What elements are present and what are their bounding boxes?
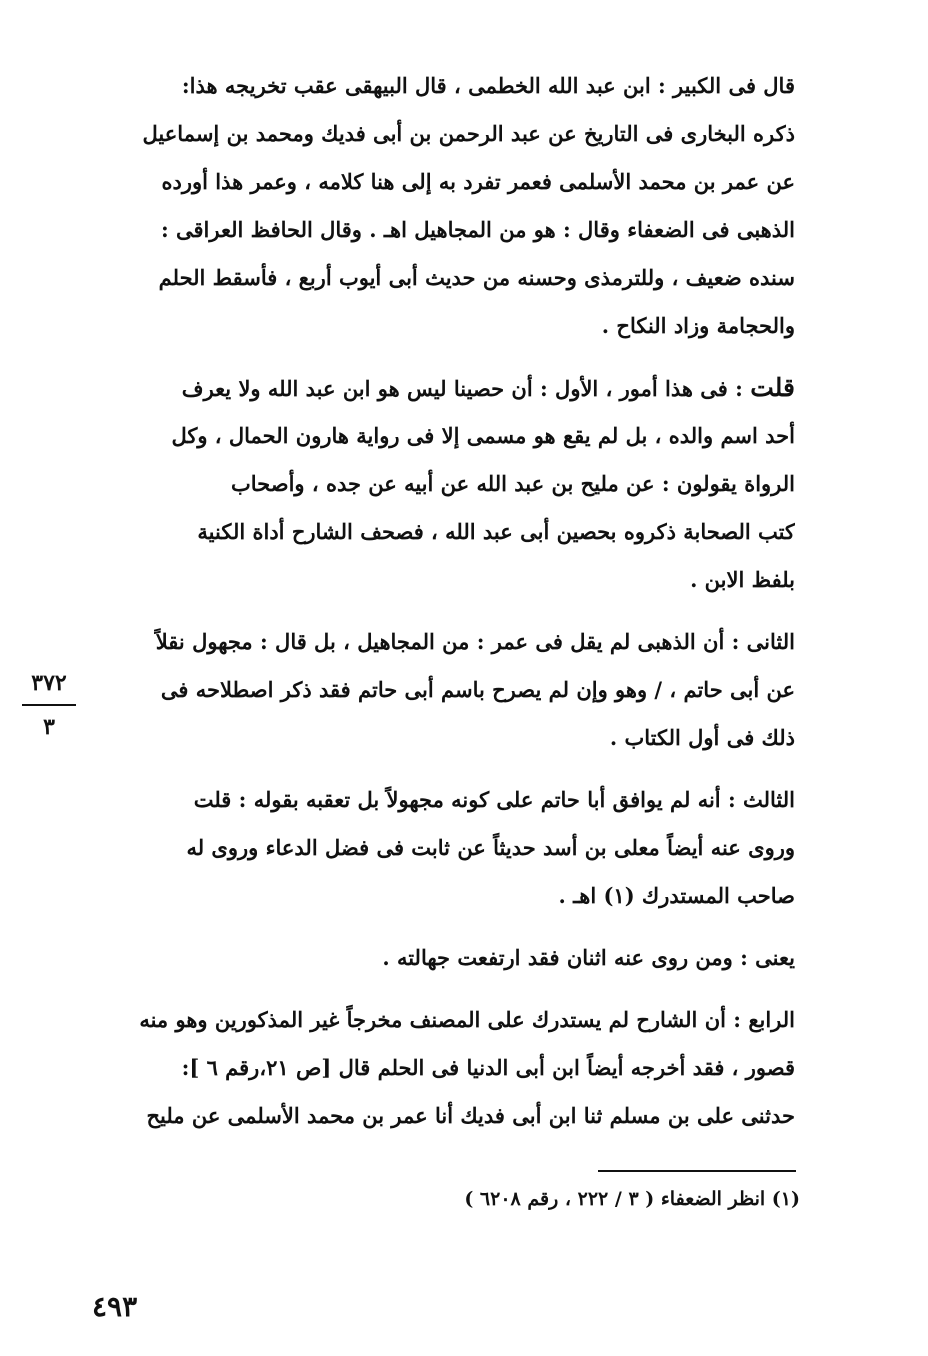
line-text: عن أبى حاتم ، / وهو وإن لم يصرح باسم أبى حاتم فقد ذكر اصطلاحه فى	[160, 677, 795, 702]
text-line	[78, 934, 795, 982]
line-text: الرواة يقولون : عن مليح بن عبد الله عن أبيه عن جده ، وأصحاب	[231, 471, 795, 496]
line-text: الثالث : أنه لم يوافق أبا حاتم على كونه مجهولاً بل تعقبه بقوله : قلت	[193, 787, 795, 812]
line-text: سنده ضعيف ، وللترمذى وحسنه من حديث أبى أيوب أربع ، فأسقط الحلم	[158, 265, 795, 290]
text-line	[78, 508, 795, 556]
line-text: قال فى الكبير : ابن عبد الله الخطمى ، قال البيهقى عقب تخريجه هذا:	[181, 73, 795, 98]
text-line	[78, 996, 795, 1044]
paragraph	[78, 618, 795, 762]
paragraph	[78, 364, 795, 604]
line-text: بلفظ الابن .	[690, 567, 795, 592]
line-text: يعنى : ومن روى عنه اثنان فقد ارتفعت جهالته .	[382, 945, 795, 970]
text-line	[78, 776, 795, 824]
text-line	[78, 206, 795, 254]
text-line	[78, 1044, 795, 1092]
line-text: ذكره البخارى فى التاريخ عن عبد الرحمن بن أبى فديك ومحمد بن إسماعيل	[142, 121, 795, 146]
line-text: والحجامة وزاد النكاح .	[601, 313, 795, 338]
text-line	[78, 158, 795, 206]
margin-reference-rule	[22, 704, 76, 706]
text-line	[78, 110, 795, 158]
paragraph	[78, 776, 795, 920]
paragraph	[78, 62, 795, 350]
line-text: قصور ، فقد أخرجه أيضاً ابن أبى الدنيا فى الحلم قال [ص ٢١،رقم ٦ ]:	[181, 1055, 795, 1080]
line-text: وروى عنه أيضاً معلى بن أسد حديثاً عن ثابت فى فضل الدعاء وروى له	[186, 835, 795, 860]
line-text: : فى هذا أمور ، الأول : أن حصينا ليس هو ابن عبد الله ولا يعرف	[181, 376, 751, 401]
paragraph	[78, 934, 795, 982]
text-line	[78, 872, 795, 920]
page-number: ٤٩٣	[92, 1290, 138, 1323]
main-text	[78, 62, 795, 1154]
footnote-separator	[598, 1170, 796, 1172]
text-line	[78, 714, 795, 762]
text-line	[78, 364, 795, 412]
footnote: (١) انظر الضعفاء ( ٣ / ٢٢٢ ، رقم ٦٢٠٨ )	[464, 1188, 800, 1210]
text-line	[78, 666, 795, 714]
text-line	[78, 460, 795, 508]
line-text: الرابع : أن الشارح لم يستدرك على المصنف مخرجاً غير المذكورين وهو منه	[139, 1007, 795, 1032]
line-text: ذلك فى أول الكتاب .	[609, 725, 795, 750]
line-text: حدثنى على بن مسلم ثنا ابن أبى فديك أنا عمر بن محمد الأسلمى عن مليح	[146, 1103, 795, 1128]
line-text: عن عمر بن محمد الأسلمى فعمر تفرد به إلى هنا كلامه ، وعمر هذا أورده	[161, 169, 795, 194]
line-text: أحد اسم والده ، بل لم يقع هو مسمى إلا فى رواية هارون الحمال ، وكل	[171, 423, 795, 448]
text-line	[78, 1092, 795, 1140]
text-line	[78, 618, 795, 666]
line-text: الذهبى فى الضعفاء وقال : هو من المجاهيل اهـ . وقال الحافظ العراقى :	[160, 217, 795, 242]
text-line	[78, 62, 795, 110]
margin-reference-top: ٣٧٢	[31, 670, 67, 696]
text-line	[78, 302, 795, 350]
margin-page-reference	[18, 668, 80, 742]
line-text: كتب الصحابة ذكروه بحصين أبى عبد الله ، فصحف الشارح أداة الكنية	[197, 519, 795, 544]
text-line	[78, 556, 795, 604]
line-text: صاحب المستدرك (١) اهـ .	[558, 883, 795, 908]
paragraph	[78, 996, 795, 1140]
text-line	[78, 824, 795, 872]
text-line	[78, 412, 795, 460]
paragraph-lead-word: قلت	[750, 373, 795, 402]
line-text: الثانى : أن الذهبى لم يقل فى عمر : من المجاهيل ، بل قال : مجهول نقلاً	[155, 629, 795, 654]
margin-reference-bottom: ٣	[43, 714, 55, 740]
text-line	[78, 254, 795, 302]
